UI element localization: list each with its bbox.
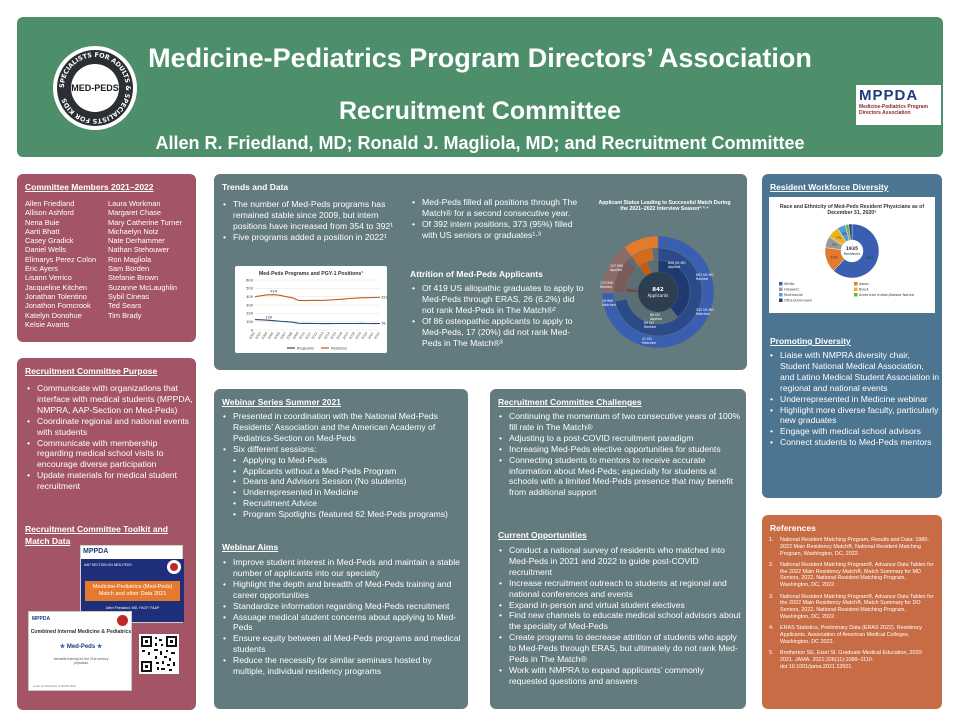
member-name: Nate Derhammer bbox=[108, 236, 165, 246]
brochure-tagline: Versatile training for the 21st century physician bbox=[53, 657, 109, 666]
ring-label: 113 IMG Ranked bbox=[600, 281, 614, 289]
reference-text: National Resident Matching Program®, Advance Data Tables for the 2022 Main Residency Match®, Match Summary for DO Seniors, 2022. National Resident Matching Program, Washington, DC, 2022. bbox=[780, 593, 934, 620]
x-tick-label: 2005 bbox=[266, 331, 275, 341]
webinar-item: • Six different sessions: bbox=[221, 444, 465, 455]
legend-label: Asian bbox=[859, 282, 869, 286]
challenge-item: • Increasing Med-Peds elective opportunities for students bbox=[497, 444, 743, 455]
diversity-item: • Liaise with NMPRA diversity chair, Student National Medical Association, and Latino Medical Student Association in regional and national events bbox=[768, 350, 940, 394]
purpose-item: • Coordinate regional and national events with students bbox=[25, 416, 193, 438]
legend-swatch bbox=[779, 282, 783, 286]
diversity-title: Resident Workforce Diversity bbox=[770, 182, 889, 192]
attrition-list bbox=[410, 283, 588, 348]
purpose-panel bbox=[17, 358, 196, 710]
y-tick-label: 200 bbox=[246, 311, 253, 316]
ring-label: 603 US MD Ranked bbox=[696, 273, 714, 281]
x-tick-label: 2014 bbox=[323, 331, 331, 341]
trends-panel bbox=[214, 174, 747, 370]
x-tick-label: 2018 bbox=[348, 331, 356, 341]
ring-label: 629 US MD Applied bbox=[668, 261, 686, 269]
reference-item bbox=[769, 537, 935, 557]
opportunities-list bbox=[497, 545, 743, 687]
race-center-label: Residents bbox=[843, 252, 861, 256]
x-tick-label: 2004 bbox=[260, 331, 269, 341]
legend-swatch bbox=[854, 288, 858, 292]
x-tick-label: 2021 bbox=[366, 331, 375, 341]
challenges-panel bbox=[490, 389, 746, 709]
reference-number: 3. bbox=[769, 593, 774, 600]
line-chart-svg bbox=[235, 266, 387, 353]
member-name: Sybil Cineas bbox=[108, 291, 150, 301]
member-name: Ron Magliola bbox=[108, 254, 152, 264]
poster-header bbox=[17, 17, 943, 157]
legend-label: Positions bbox=[331, 346, 347, 351]
opportunity-item: • Find new channels to educate medical school advisors about the specialty of Med-Peds bbox=[497, 610, 743, 632]
webinar-session-item: • Program Spotlights (featured 62 Med-Peds programs) bbox=[221, 509, 465, 520]
trends-item: • Five programs added a position in 2022¹ bbox=[221, 232, 403, 243]
x-tick-label: 2013 bbox=[316, 331, 325, 341]
data-label: 424 bbox=[270, 289, 278, 294]
webinar-sessions-list bbox=[221, 455, 465, 520]
legend-swatch bbox=[779, 293, 783, 297]
member-name: Aarti Bhatt bbox=[25, 226, 60, 236]
trends-middle-list bbox=[410, 197, 588, 241]
webinar-aim-item: • Reduce the necessity for similar seminars hosted by multiple, individual residency programs bbox=[221, 655, 465, 677]
brochure-title: Combined Internal Medicine & Pediatrics bbox=[30, 629, 132, 635]
opportunity-item: • Work with NMPRA to expand applicants’ commonly requested questions and answers bbox=[497, 665, 743, 687]
members-column-2 bbox=[108, 199, 182, 320]
legend-label: Programs bbox=[297, 346, 315, 351]
brochure-mppda-label: MPPDA bbox=[32, 616, 51, 622]
x-tick-label: 2003 bbox=[254, 331, 263, 341]
legend-label: Other/Unknown bbox=[784, 298, 813, 303]
attrition-item: • Of 419 US allopathic graduates to apply to Med-Peds through ERAS, 26 (6.2%) did not rank Med-Peds in The Match®² bbox=[410, 283, 588, 316]
member-name: Ted Sears bbox=[108, 301, 142, 311]
slide-section-band: AAP SECTION ON MED-PEDS bbox=[84, 563, 132, 567]
brochure-med-peds-logo bbox=[29, 643, 133, 650]
trends-item: • The number of Med-Peds programs has remained stable since 2009, but intern positions have increased from 354 to 392¹ bbox=[221, 199, 403, 232]
webinar-aim-item: • Improve student interest in Med-Peds and maintain a stable number of applicants into our specialty bbox=[221, 557, 465, 579]
members-column-1 bbox=[25, 199, 96, 329]
donut-center-value: 842 bbox=[652, 287, 664, 293]
member-name: Stefanie Brown bbox=[108, 273, 159, 283]
slide-title: Medicine-Pediatrics (Med-Peds) Match and other Data 2021 bbox=[85, 581, 180, 601]
star-icon: ★ bbox=[59, 644, 66, 650]
committee-members-title: Committee Members 2021–2022 bbox=[25, 182, 154, 192]
race-center-value: 1935 bbox=[845, 247, 859, 252]
trends-title: Trends and Data bbox=[222, 182, 289, 192]
webinar-session-item: • Underrepresented in Medicine bbox=[221, 487, 465, 498]
member-name: Jonathan Tolentino bbox=[25, 291, 87, 301]
webinar-title: Webinar Series Summer 2021 bbox=[222, 397, 341, 407]
member-name: Daniel Wells bbox=[25, 245, 66, 255]
brochure-logo-text: Med-Peds bbox=[66, 644, 96, 650]
reference-text: Brotherton SE, Etzel SI. Graduate Medical Education, 2020-2021. JAMA. 2021;326(11):1088–1110. doi:10.1001/jama.2021.13501. bbox=[780, 650, 924, 670]
opportunities-title: Current Opportunities bbox=[498, 530, 587, 540]
x-tick-label: 2008 bbox=[285, 331, 294, 341]
member-name: Nena Buie bbox=[25, 217, 60, 227]
mppda-logo-text: MPPDA bbox=[859, 87, 919, 104]
race-slice-label: 7% bbox=[835, 235, 842, 240]
x-tick-label: 2022 bbox=[373, 331, 381, 341]
member-name: Nathan Stehouwer bbox=[108, 245, 170, 255]
references-title: References bbox=[770, 523, 816, 533]
slide-mppda-label: MPPDA bbox=[83, 548, 109, 555]
purpose-item: • Update materials for medical student recruitment bbox=[25, 470, 193, 492]
data-label: 78 bbox=[381, 321, 386, 326]
webinar-aim-item: • Assuage medical student concerns about applying to Med-Peds bbox=[221, 612, 465, 634]
x-tick-label: 2015 bbox=[329, 331, 338, 341]
reference-text: National Resident Matching Program, Results and Data: 1980-2022 Main Residency Match®, National Resident Matching Program, Washington, DC, 2022. bbox=[780, 537, 930, 557]
webinar-aim-item: • Standardize information regarding Med-Peds recruitment bbox=[221, 601, 465, 612]
ring-label: 19 IMG Matched bbox=[602, 299, 616, 307]
y-tick-label: 500 bbox=[246, 286, 253, 291]
qr-code-icon[interactable] bbox=[139, 634, 179, 674]
opportunity-item: • Create programs to decrease attrition of students who apply to Med-Peds through ERAS, but ultimately do not rank Med-Peds in The Match® bbox=[497, 632, 743, 665]
poster-title-line1: Medicine-Pediatrics Program Directors’ Association bbox=[148, 43, 812, 73]
poster-title-line2: Recruitment Committee bbox=[339, 97, 621, 125]
member-name: Elimarys Perez Colon bbox=[25, 254, 97, 264]
brochure-footer: Letter by Med-Peds & MCPD 2021 bbox=[33, 684, 77, 688]
reference-number: 5. bbox=[769, 650, 774, 657]
reference-number: 1. bbox=[769, 537, 774, 543]
legend-label: White bbox=[784, 282, 795, 286]
references-panel bbox=[762, 515, 942, 709]
member-name: Casey Gradick bbox=[25, 236, 74, 246]
challenge-item: • Continuing the momentum of two consecutive years of 100% fill rate in The Match® bbox=[497, 411, 743, 433]
reference-item bbox=[769, 625, 935, 645]
promoting-diversity-list bbox=[768, 350, 940, 448]
line-chart-title: Med-Peds Programs and PGY-1 Positions¹ bbox=[258, 271, 364, 277]
ring-label: 127 IMG Applied bbox=[610, 264, 624, 272]
opportunity-item: • Conduct a national survey of residents who matched into Med-Peds in 2021 and 2022 to guide post-COVID recruitment bbox=[497, 545, 743, 578]
diversity-panel bbox=[762, 174, 942, 498]
ring-label: 332 US MD Matched bbox=[696, 308, 714, 316]
webinar-session-item: • Recruitment Advice bbox=[221, 498, 465, 509]
donut-center-label: Applicants bbox=[647, 293, 669, 298]
legend-swatch bbox=[779, 299, 783, 303]
reference-text: National Resident Matching Program®, Advance Data Tables for the 2022 Main Residency Match®, Match Summary for MD Seniors, 2022. National Resident Matching Program, Washington, DC, 2022. bbox=[780, 561, 934, 589]
webinar-session-item: • Applying to Med-Peds bbox=[221, 455, 465, 466]
diversity-item: • Connect students to Med-Peds mentors bbox=[768, 437, 940, 448]
opportunity-item: • Expand in-person and virtual student electives bbox=[497, 600, 743, 611]
member-name: Allison Ashford bbox=[25, 208, 74, 218]
reference-item bbox=[769, 594, 935, 621]
purpose-item: • Communicate with organizations that interface with medical students (MPPDA, NMPRA, AAP-Section on Med-Peds) bbox=[25, 383, 193, 416]
webinar-aim-item: • Ensure equity between all Med-Peds programs and medical students bbox=[221, 633, 465, 655]
purpose-title: Recruitment Committee Purpose bbox=[25, 366, 158, 376]
legend-swatch bbox=[854, 282, 858, 286]
legend-label: Black bbox=[859, 287, 869, 292]
member-name: Margaret Chase bbox=[108, 208, 161, 218]
member-name: Tim Brady bbox=[108, 310, 142, 320]
toolkit-brochure-med-peds[interactable] bbox=[28, 611, 132, 691]
x-tick-label: 2011 bbox=[304, 331, 313, 341]
promoting-diversity-title: Promoting Diversity bbox=[770, 336, 851, 346]
x-tick-label: 2009 bbox=[291, 331, 300, 341]
webinar-session-item: • Applicants without a Med-Peds Program bbox=[221, 466, 465, 477]
member-name: Michaelyn Notz bbox=[108, 226, 159, 236]
race-slice-label: 62% bbox=[865, 256, 874, 261]
reference-number: 2. bbox=[769, 561, 774, 568]
race-slice-label: 15% bbox=[830, 255, 838, 260]
x-tick-label: 2002 bbox=[248, 331, 256, 341]
webinar-aims-title: Webinar Aims bbox=[222, 542, 279, 552]
webinar-session-item: • Deans and Advisors Session (No students) bbox=[221, 476, 465, 487]
trends-item: • Of 392 intern positions, 373 (95%) filled with US seniors or graduates¹·³ bbox=[410, 219, 588, 241]
data-label: 392 bbox=[381, 295, 388, 300]
x-tick-label: 2007 bbox=[279, 331, 288, 341]
attrition-item: • Of 86 osteopathic applicants to apply to Med-Peds, 17 (20%) did not rank Med-Peds in The Match®³ bbox=[410, 316, 588, 349]
mppda-logo-subtitle: Medicine-Pediatrics Program Directors Association bbox=[859, 104, 928, 116]
series-line-positions bbox=[255, 295, 380, 301]
aap-seal-icon bbox=[167, 560, 181, 574]
webinar-aim-item: • Highlight the depth and breadth of Med-Peds training and career opportunities bbox=[221, 579, 465, 601]
member-name: Laura Workman bbox=[108, 199, 161, 208]
x-tick-label: 2010 bbox=[298, 331, 306, 341]
member-name: Sam Borden bbox=[108, 264, 150, 274]
badge-center-text: MED-PEDS bbox=[71, 64, 119, 112]
legend-label: American Indian/Alaska Native bbox=[859, 293, 915, 297]
purpose-list bbox=[25, 383, 193, 492]
challenge-item: • Connecting students to mentors to receive accurate information about Med-Peds; especially for students at schools with a limited Med-Peds presence that may benefit from additional support bbox=[497, 455, 743, 499]
race-ethnicity-chart bbox=[769, 197, 935, 313]
star-icon: ★ bbox=[96, 644, 103, 650]
x-tick-label: 2017 bbox=[341, 331, 350, 341]
webinar-panel bbox=[214, 389, 468, 709]
opportunity-item: • Increase recruitment outreach to students at regional and national conferences and events bbox=[497, 578, 743, 600]
mppda-logo bbox=[856, 85, 941, 125]
member-name: Mary Catherine Turner bbox=[108, 217, 182, 227]
y-tick-label: 100 bbox=[246, 320, 253, 325]
y-tick-label: 600 bbox=[246, 278, 253, 283]
reference-item bbox=[769, 650, 935, 670]
member-name: Eric Ayers bbox=[25, 264, 59, 274]
poster-authors: Allen R. Friedland, MD; Ronald J. Magliola, MD; and Recruitment Committee bbox=[155, 133, 805, 153]
y-tick-label: 400 bbox=[246, 295, 253, 300]
committee-members-panel bbox=[17, 174, 196, 342]
brochure-seal-icon bbox=[117, 615, 128, 626]
reference-number: 4. bbox=[769, 625, 774, 632]
x-tick-label: 2019 bbox=[354, 331, 363, 341]
reference-text: ERAS Statistics, Preliminary Data (ERAS 2022). Residency Applicants. Association of American Medical Colleges, Washington, DC 2022. bbox=[780, 625, 923, 645]
challenge-item: • Adjusting to a post-COVID recruitment paradigm bbox=[497, 433, 743, 444]
applicant-status-chart bbox=[594, 192, 735, 356]
legend-swatch bbox=[779, 288, 783, 292]
slide-author: Allen Friedland, MD, FACP, FAAP bbox=[105, 606, 160, 610]
diversity-item: • Engage with medical school advisors bbox=[768, 426, 940, 437]
ring-label: 69 DO Ranked bbox=[644, 321, 656, 329]
webinar-list bbox=[221, 411, 465, 520]
legend-label: Hispanic bbox=[784, 287, 800, 292]
x-tick-label: 2016 bbox=[335, 331, 344, 341]
webinar-item: • Presented in coordination with the National Med-Peds Residents’ Association and the American Academy of Pediatrics-Section on Med-Peds bbox=[221, 411, 465, 444]
member-name: Kelsie Avants bbox=[25, 319, 70, 329]
challenges-list bbox=[497, 411, 743, 498]
trends-left-list bbox=[221, 199, 403, 243]
trends-item: • Med-Peds filled all positions through The Match® for a second consecutive year. bbox=[410, 197, 588, 219]
member-name: Jonathon Forncrook bbox=[25, 301, 91, 311]
references-list bbox=[769, 537, 935, 675]
member-name: Katelyn Donohue bbox=[25, 310, 82, 320]
y-tick-label: 0 bbox=[250, 328, 253, 333]
member-name: Lisann Verrico bbox=[25, 273, 72, 283]
reference-item bbox=[769, 562, 935, 589]
programs-positions-chart bbox=[235, 266, 387, 353]
x-tick-label: 2020 bbox=[360, 331, 369, 341]
donut-chart-svg bbox=[594, 192, 735, 356]
challenges-title: Recruitment Committee Challenges bbox=[498, 397, 642, 407]
diversity-item: • Highlight more diverse faculty, particularly new graduates bbox=[768, 405, 940, 427]
data-label: 130 bbox=[265, 315, 273, 320]
race-slice-label: 5% bbox=[841, 231, 848, 236]
toolkit-title: Recruitment Committee Toolkit and Match Data bbox=[25, 524, 168, 546]
ring-label: 86 DO Applied bbox=[650, 313, 662, 321]
legend-swatch bbox=[854, 293, 858, 297]
legend-label: Multiracial bbox=[784, 293, 803, 297]
purpose-item: • Communicate with membership regarding medical school visits to encourage diverse participation bbox=[25, 438, 193, 471]
race-slice-label: 7% bbox=[831, 242, 837, 247]
race-chart-svg bbox=[769, 197, 935, 313]
webinar-aims-list bbox=[221, 557, 465, 677]
badge-ring-label: SPECIALISTS FOR ADULTS & SPECIALISTS FOR KIDS bbox=[57, 50, 133, 126]
member-name: Allen Friedland bbox=[25, 199, 75, 208]
donut-chart-title: Applicant Status Leading to Successful Match During the 2021–2022 Interview Season²·³·⁴ bbox=[598, 200, 731, 213]
diversity-item: • Underrepresented in Medicine webinar bbox=[768, 394, 940, 405]
ring-label: 41 DO Matched bbox=[642, 337, 656, 345]
member-name: Jacqueline Kitchen bbox=[25, 282, 88, 292]
attrition-title: Attrition of Med-Peds Applicants bbox=[410, 269, 543, 279]
race-chart-title: Race and Ethnicity of Med-Peds Resident Physicians as of December 31, 2020⁵ bbox=[779, 204, 925, 217]
y-tick-label: 300 bbox=[246, 303, 253, 308]
x-tick-label: 2012 bbox=[310, 331, 319, 341]
x-tick-label: 2006 bbox=[273, 331, 281, 341]
member-name: Suzanne McLaughlin bbox=[108, 282, 178, 292]
